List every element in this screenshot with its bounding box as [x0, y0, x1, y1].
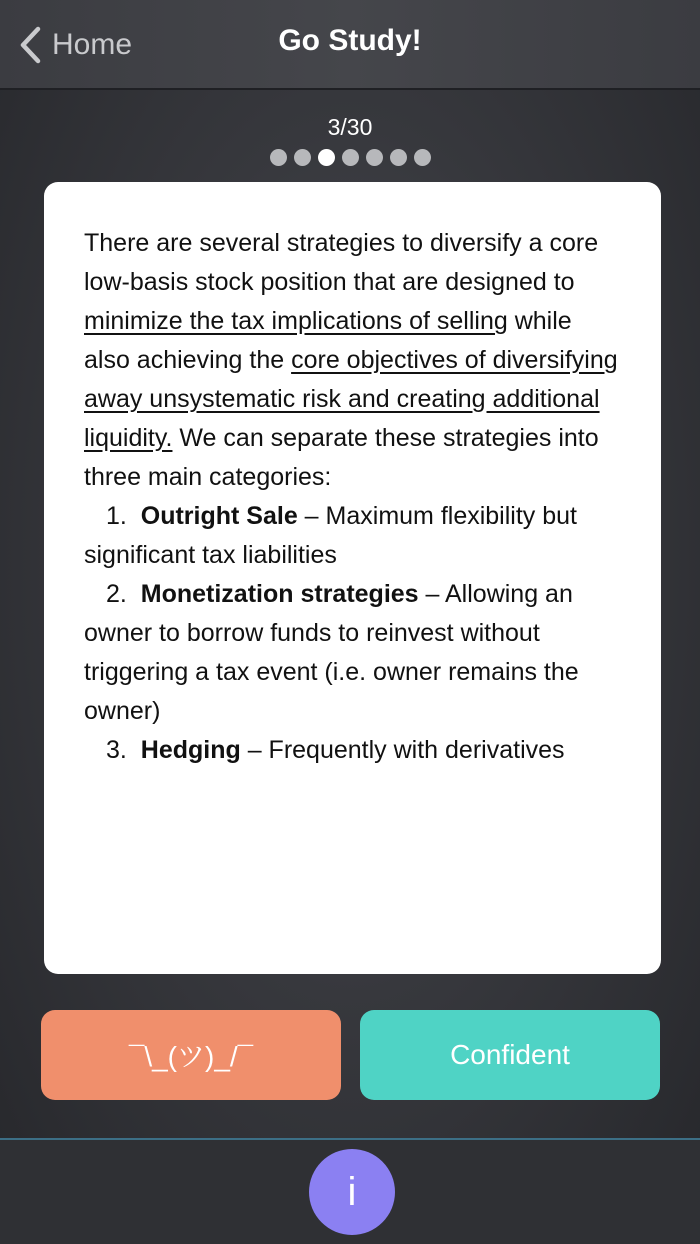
- intro-underlined-phrase: core objectives of diversifying away unsystematic risk and creating additional liquidity.: [84, 346, 618, 452]
- list-item-description: – Maximum flexibility but significant tax liabilities: [84, 502, 577, 569]
- list-item-number: 2.: [106, 580, 127, 608]
- page-dot: [390, 149, 407, 166]
- intro-text: There are several strategies to diversify a core low-basis stock position that are designed to: [84, 229, 599, 296]
- list-item-title: Monetization strategies: [140, 580, 419, 608]
- page-indicator: [0, 149, 700, 166]
- list-item-description: – Frequently with derivatives: [240, 736, 565, 764]
- info-button[interactable]: i: [309, 1149, 395, 1235]
- confident-button[interactable]: Confident: [360, 1010, 660, 1100]
- unsure-button[interactable]: ¯\_(ツ)_/¯: [41, 1010, 341, 1100]
- progress-counter: 3/30: [327, 114, 373, 140]
- list-item-description: – Allowing an owner to borrow funds to reinvest without triggering a tax event (i.e. owner remains the owner): [84, 580, 579, 725]
- list-item-number: 1.: [106, 502, 127, 530]
- list-item: [84, 575, 623, 731]
- list-item: [84, 731, 623, 770]
- navigation-bar: [0, 0, 700, 90]
- intro-underlined-phrase: minimize the tax implications of selling: [84, 307, 508, 335]
- page-dot: [270, 149, 287, 166]
- page-dot: [366, 149, 383, 166]
- page-dot: [294, 149, 311, 166]
- back-button-label: Home: [52, 28, 133, 61]
- list-item-number: 3.: [106, 736, 127, 764]
- intro-text: We can separate these strategies into three main categories:: [84, 424, 599, 491]
- list-item-title: Hedging: [140, 736, 241, 764]
- page-title: Go Study!: [278, 24, 422, 57]
- page-dot: [414, 149, 431, 166]
- intro-text: while also achieving the: [84, 307, 572, 374]
- page-dot-current: [318, 149, 335, 166]
- page-dot: [342, 149, 359, 166]
- card-intro: [84, 224, 623, 497]
- list-item: [84, 497, 623, 575]
- flashcard[interactable]: [44, 182, 661, 974]
- list-item-title: Outright Sale: [140, 502, 298, 530]
